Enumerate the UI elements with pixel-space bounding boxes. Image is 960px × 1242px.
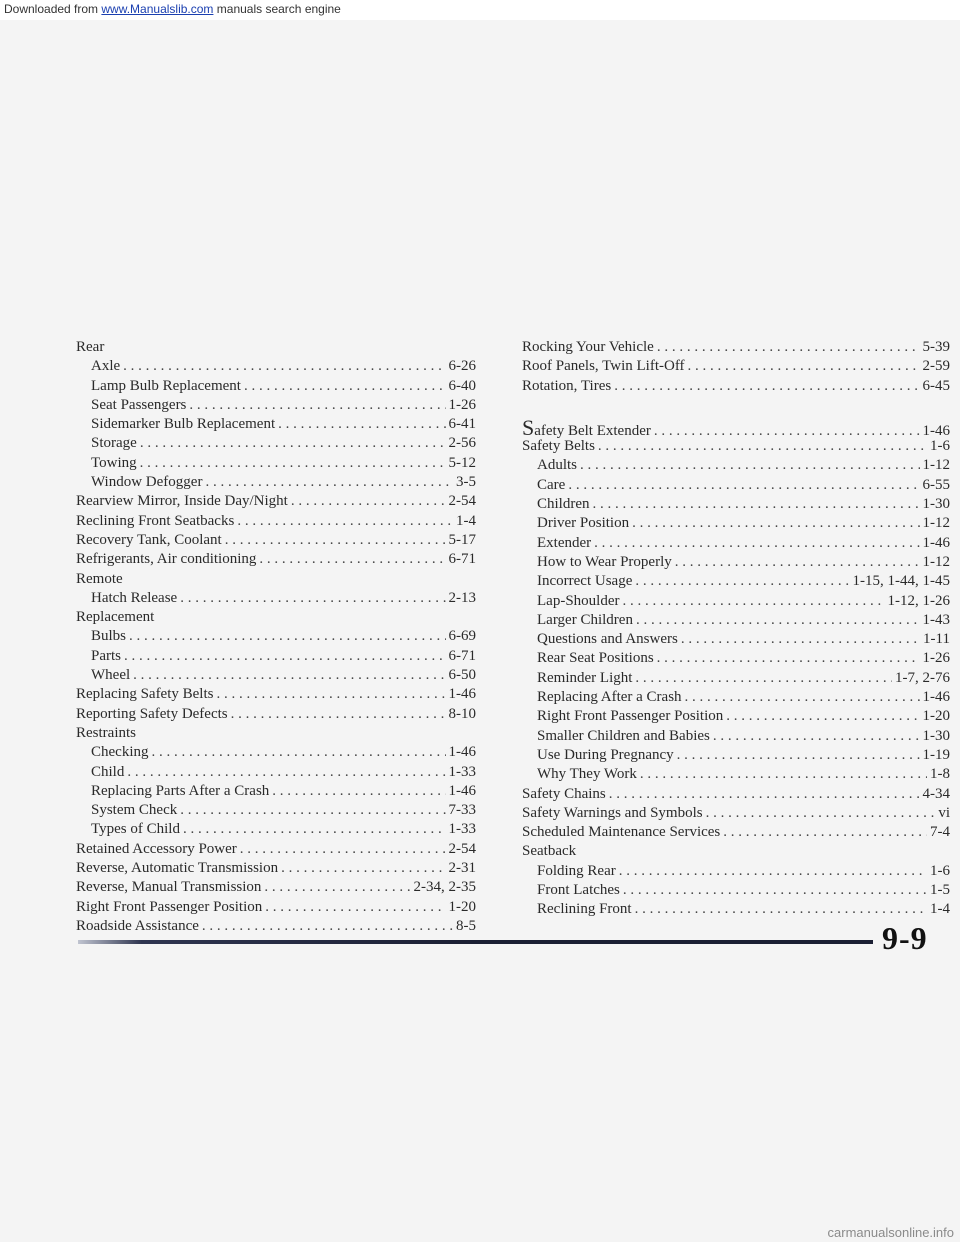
dot-leader: [140, 434, 446, 453]
dot-leader: [609, 785, 920, 804]
entry-page: 1-5: [930, 882, 950, 899]
dot-leader: [264, 878, 410, 897]
index-subentry: [522, 572, 950, 591]
entry-page: 1-12, 1-26: [887, 592, 950, 609]
index-left-column: [76, 338, 476, 936]
dot-leader: [685, 688, 920, 707]
entry-page: 6-71: [448, 551, 476, 568]
index-subentry: [522, 727, 950, 746]
entry-page: 1-19: [922, 746, 950, 763]
entry-label: Safety Belt Extender: [522, 414, 651, 440]
index-subentry: [76, 377, 476, 396]
entry-page: 1-46: [922, 534, 950, 551]
entry-label: Children: [537, 496, 590, 513]
entry-page: 1-46: [922, 422, 950, 439]
entry-page: 1-12: [922, 457, 950, 474]
dot-leader: [202, 917, 453, 936]
dot-leader: [635, 669, 892, 688]
dot-leader: [231, 705, 446, 724]
index-subentry: [522, 688, 950, 707]
entry-page: 5-39: [922, 339, 950, 355]
dot-leader: [598, 437, 927, 456]
index-entry: [522, 804, 950, 823]
entry-label: Roof Panels, Twin Lift-Off: [522, 358, 685, 375]
entry-page: 1-46: [448, 744, 476, 761]
entry-page: 2-56: [448, 435, 476, 452]
index-entry: [522, 437, 950, 456]
entry-page: 1-12: [922, 553, 950, 570]
entry-page: 3-5: [456, 474, 476, 491]
entry-page: 1-20: [448, 898, 476, 915]
entry-page: 1-26: [922, 650, 950, 667]
entry-label: Driver Position: [537, 515, 630, 532]
entry-label: Storage: [91, 435, 137, 452]
entry-label: Bulbs: [91, 628, 127, 645]
entry-page: 1-30: [922, 496, 950, 513]
dot-leader: [133, 666, 445, 685]
entry-page: 7-33: [448, 802, 476, 819]
index-subentry: [76, 396, 476, 415]
index-subentry: [522, 881, 950, 900]
dot-leader: [244, 377, 446, 396]
entry-label: Reclining Front: [537, 901, 632, 918]
entry-label: Wheel: [91, 667, 131, 684]
entry-label: Care: [537, 476, 566, 493]
page-number: 9-9: [882, 920, 928, 956]
entry-page: 1-7, 2-76: [895, 669, 950, 686]
entry-page: 6-45: [922, 377, 950, 394]
entry-page: 1-30: [922, 727, 950, 744]
dot-leader: [152, 743, 446, 762]
entry-label: Axle: [91, 358, 121, 375]
entry-page: 5-12: [448, 454, 476, 471]
entry-page: 1-6: [930, 862, 950, 879]
entry-label: Smaller Children and Babies: [537, 727, 710, 744]
entry-label: Reclining Front Seatbacks: [76, 512, 235, 529]
download-header: [0, 0, 960, 20]
entry-page: 2-54: [448, 493, 476, 510]
index-subentry: [522, 495, 950, 514]
dot-leader: [619, 862, 927, 881]
index-entry: [76, 492, 476, 511]
dot-leader: [723, 823, 927, 842]
entry-page: vi: [938, 804, 950, 821]
dot-leader: [622, 592, 884, 611]
index-subentry: [522, 669, 950, 688]
index-subentry: [522, 534, 950, 553]
index-heading: Rear: [76, 339, 105, 355]
index-subentry: [522, 862, 950, 881]
index-heading: Restraints: [76, 724, 136, 741]
entry-label: Rear Seat Positions: [537, 650, 654, 667]
dot-leader: [688, 357, 920, 376]
entry-label: Replacing After a Crash: [537, 689, 682, 706]
dot-leader: [568, 476, 919, 495]
dot-leader: [216, 685, 445, 704]
entry-page: 1-46: [922, 689, 950, 706]
entry-page: 1-11: [923, 631, 950, 648]
entry-label: Replacing Safety Belts: [76, 686, 214, 703]
entry-label: Roadside Assistance: [76, 917, 199, 934]
dot-leader: [726, 707, 919, 726]
entry-label: Replacing Parts After a Crash: [91, 782, 270, 799]
index-subentry: [76, 473, 476, 492]
index-subentry: [522, 611, 950, 630]
entry-page: 1-6: [930, 438, 950, 455]
index-entry: [522, 338, 950, 357]
entry-label: How to Wear Properly: [537, 553, 672, 570]
entry-label: Hatch Release: [91, 589, 178, 606]
index-subentry: [76, 820, 476, 839]
entry-page: 5-17: [448, 531, 476, 548]
index-subentry: [76, 357, 476, 376]
index-subentry: [76, 782, 476, 801]
dot-leader: [129, 627, 445, 646]
entry-label: Questions and Answers: [537, 631, 678, 648]
dot-leader: [657, 649, 920, 668]
entry-label: Reverse, Automatic Transmission: [76, 860, 279, 877]
entry-page: 1-20: [922, 708, 950, 725]
entry-label: Front Latches: [537, 882, 620, 899]
index-heading: Remote: [76, 570, 123, 587]
entry-label: Lamp Bulb Replacement: [91, 377, 241, 394]
dot-leader: [640, 765, 927, 784]
entry-label: Window Defogger: [91, 474, 203, 491]
entry-page: 6-41: [448, 416, 476, 433]
entry-page: 1-4: [930, 901, 950, 918]
entry-label: Child: [91, 763, 125, 780]
index-subentry: [522, 476, 950, 495]
dot-leader: [632, 514, 919, 533]
entry-page: 6-55: [922, 476, 950, 493]
index-heading: Replacement: [76, 609, 155, 626]
entry-page: 2-54: [448, 840, 476, 857]
index-entry: [76, 898, 476, 917]
index-subentry: [522, 456, 950, 475]
dot-leader: [614, 377, 919, 396]
dot-leader: [183, 820, 446, 839]
entry-page: 1-26: [448, 396, 476, 413]
entry-page: 1-46: [448, 686, 476, 703]
entry-label: Parts: [91, 647, 121, 664]
index-subentry: [522, 553, 950, 572]
dot-leader: [240, 840, 446, 859]
entry-label: Rotation, Tires: [522, 377, 612, 394]
index-subentry: [76, 743, 476, 762]
entry-page: 2-59: [922, 358, 950, 375]
dot-leader: [681, 630, 920, 649]
index-entry: [76, 859, 476, 878]
entry-label: Seat Passengers: [91, 396, 187, 413]
dot-leader: [657, 338, 920, 357]
dot-leader: [677, 746, 920, 765]
entry-page: 6-40: [448, 377, 476, 394]
entry-label: Refrigerants, Air conditioning: [76, 551, 257, 568]
index-entry: [76, 512, 476, 531]
download-header-text: [4, 2, 341, 16]
index-subentry: [76, 627, 476, 646]
entry-page: 1-4: [456, 512, 476, 529]
index-subentry: [76, 589, 476, 608]
entry-page: 6-71: [448, 647, 476, 664]
entry-page: 2-31: [448, 860, 476, 877]
dot-leader: [675, 553, 920, 572]
entry-page: 1-33: [448, 821, 476, 838]
index-entry: [76, 840, 476, 859]
manualslib-link[interactable]: www.Manualslib.com: [101, 2, 214, 16]
entry-label: Adults: [537, 457, 578, 474]
entry-page: 1-46: [448, 782, 476, 799]
entry-label: Towing: [91, 454, 137, 471]
dot-leader: [593, 495, 920, 514]
entry-label: Scheduled Maintenance Services: [522, 824, 721, 841]
index-subentry: [522, 746, 950, 765]
dot-leader: [278, 415, 445, 434]
entry-label: Rocking Your Vehicle: [522, 339, 654, 355]
entry-page: 1-8: [930, 766, 950, 783]
index-subentry: [522, 765, 950, 784]
index-subentry: [76, 434, 476, 453]
entry-label: Reporting Safety Defects: [76, 705, 228, 722]
index-subentry: [76, 763, 476, 782]
dot-leader: [706, 804, 936, 823]
dot-leader: [123, 357, 445, 376]
index-subentry: [522, 630, 950, 649]
index-entry: [76, 531, 476, 550]
entry-page: 8-5: [456, 917, 476, 934]
entry-label: Right Front Passenger Position: [76, 898, 263, 915]
entry-label: Reverse, Manual Transmission: [76, 879, 262, 896]
index-right-column: [522, 338, 950, 920]
dot-leader: [259, 550, 445, 569]
index-subentry: [76, 666, 476, 685]
page-footer-rule: [78, 940, 873, 944]
dot-leader: [180, 801, 445, 820]
dot-leader: [205, 473, 453, 492]
entry-page: 6-26: [448, 358, 476, 375]
entry-label: Lap-Shoulder: [537, 592, 620, 609]
entry-label: Reminder Light: [537, 669, 633, 686]
index-subentry: [76, 801, 476, 820]
entry-page: 1-33: [448, 763, 476, 780]
index-subentry: [522, 900, 950, 919]
entry-label: Checking: [91, 744, 149, 761]
index-entry: [76, 550, 476, 569]
entry-label: System Check: [91, 802, 178, 819]
dot-leader: [265, 898, 445, 917]
index-subentry: [76, 647, 476, 666]
dot-leader: [281, 859, 445, 878]
index-entry: [76, 685, 476, 704]
entry-label: Why They Work: [537, 766, 637, 783]
entry-page: 6-69: [448, 628, 476, 645]
entry-label: Folding Rear: [537, 862, 616, 879]
index-subentry: [522, 649, 950, 668]
index-entry: [522, 357, 950, 376]
dot-leader: [180, 589, 445, 608]
entry-page: 4-34: [922, 785, 950, 802]
dot-leader: [272, 782, 445, 801]
entry-page: 1-15, 1-44, 1-45: [852, 573, 950, 590]
dot-leader: [124, 647, 446, 666]
index-entry: [522, 377, 950, 396]
header-suffix: manuals search engine: [213, 2, 341, 16]
entry-page: 6-50: [448, 667, 476, 684]
watermark-text: carmanualsonline.info: [827, 1225, 954, 1240]
dot-leader: [140, 454, 446, 473]
index-subentry: [522, 592, 950, 611]
dot-leader: [127, 763, 445, 782]
dot-leader: [580, 456, 919, 475]
dot-leader: [623, 881, 927, 900]
dot-leader: [635, 572, 849, 591]
dot-leader: [635, 900, 927, 919]
dot-leader: [636, 611, 920, 630]
entry-label: Safety Belts: [522, 438, 595, 455]
entry-label: Larger Children: [537, 611, 633, 628]
entry-label: Right Front Passenger Position: [537, 708, 724, 725]
entry-label: Recovery Tank, Coolant: [76, 531, 222, 548]
index-entry: [76, 705, 476, 724]
dot-leader: [594, 534, 919, 553]
entry-label: Types of Child: [91, 821, 180, 838]
entry-label: Safety Warnings and Symbols: [522, 804, 703, 821]
entry-label: Sidemarker Bulb Replacement: [91, 416, 276, 433]
entry-label: Safety Chains: [522, 785, 606, 802]
index-heading: Seatback: [522, 843, 577, 860]
entry-page: 1-43: [922, 611, 950, 628]
entry-page: 1-12: [922, 515, 950, 532]
entry-label: Incorrect Usage: [537, 573, 633, 590]
entry-page: 2-13: [448, 589, 476, 606]
entry-label: Retained Accessory Power: [76, 840, 237, 857]
index-subentry: [76, 415, 476, 434]
index-entry: [76, 917, 476, 936]
dot-leader: [291, 492, 446, 511]
entry-label: Rearview Mirror, Inside Day/Night: [76, 493, 288, 510]
entry-page: 2-34, 2-35: [413, 879, 476, 896]
entry-page: 8-10: [448, 705, 476, 722]
entry-label: Use During Pregnancy: [537, 746, 674, 763]
index-entry: [522, 823, 950, 842]
index-subentry: [522, 514, 950, 533]
entry-label: Extender: [537, 534, 592, 551]
header-prefix: Downloaded from: [4, 2, 102, 16]
dot-leader: [237, 512, 453, 531]
index-subentry: [76, 454, 476, 473]
entry-page: 7-4: [930, 824, 950, 841]
dot-leader: [713, 727, 920, 746]
dot-leader: [189, 396, 445, 415]
dot-leader: [225, 531, 446, 550]
index-entry: [76, 878, 476, 897]
index-entry: [522, 414, 950, 440]
index-entry: [522, 785, 950, 804]
index-subentry: [522, 707, 950, 726]
section-gap: [522, 396, 950, 418]
